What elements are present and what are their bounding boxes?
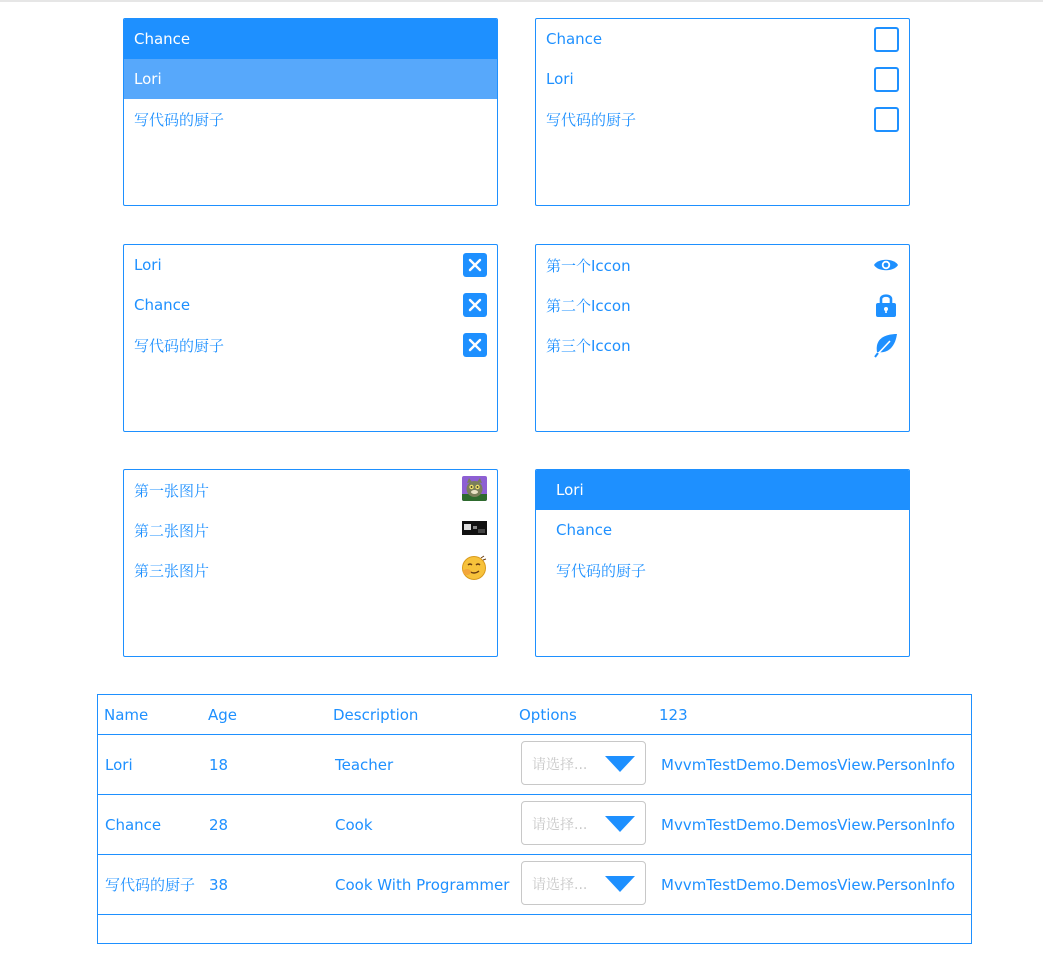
combobox-placeholder: 请选择...: [532, 877, 588, 893]
list-item-label: 第三个Iccon: [546, 336, 631, 355]
list-item-label: 写代码的厨子: [134, 336, 225, 355]
column-header-options[interactable]: Options: [519, 705, 577, 724]
cartoon-cat-avatar-image: [462, 476, 487, 505]
leaf-icon: [873, 332, 899, 358]
column-header-description[interactable]: Description: [333, 705, 419, 724]
list-item-label: 写代码的厨子: [556, 561, 647, 580]
list-item-label: Chance: [556, 521, 613, 539]
list-item-label: Lori: [556, 481, 584, 499]
list-item[interactable]: [124, 99, 497, 139]
list-item[interactable]: [124, 19, 497, 59]
list-item-label: 第一张图片: [134, 481, 210, 500]
column-header-age[interactable]: Age: [208, 705, 238, 724]
column-header-extra[interactable]: 123: [659, 705, 688, 724]
cell-description: Cook With Programmer: [335, 875, 510, 894]
listbox-checkboxes: [535, 18, 910, 206]
list-item[interactable]: [536, 19, 909, 59]
list-item[interactable]: [124, 325, 497, 365]
list-item[interactable]: [124, 245, 497, 285]
cell-extra: MvvmTestDemo.DemosView.PersonInfo: [661, 875, 956, 894]
list-item[interactable]: [536, 59, 909, 99]
list-item[interactable]: [536, 470, 909, 510]
list-item[interactable]: [124, 550, 497, 590]
listbox-selection[interactable]: [123, 18, 498, 206]
list-item[interactable]: [536, 325, 909, 365]
cell-age: 38: [209, 875, 229, 894]
remove-button[interactable]: [463, 293, 487, 317]
list-item-label: 第一个Iccon: [546, 256, 631, 275]
list-item[interactable]: [536, 285, 909, 325]
list-item-label: Chance: [546, 30, 603, 48]
cell-description: Cook: [335, 815, 373, 834]
list-item-label: 写代码的厨子: [546, 110, 637, 129]
list-item[interactable]: [124, 59, 497, 99]
table-row[interactable]: [98, 735, 971, 795]
list-item[interactable]: [536, 99, 909, 139]
table-row[interactable]: [98, 795, 971, 855]
cell-extra: MvvmTestDemo.DemosView.PersonInfo: [661, 755, 956, 774]
options-combobox[interactable]: [521, 861, 646, 905]
list-item-label: 第二张图片: [134, 521, 210, 540]
cell-description: Teacher: [335, 755, 394, 774]
list-item[interactable]: [536, 245, 909, 285]
list-item[interactable]: [124, 285, 497, 325]
data-grid: [97, 694, 972, 944]
checkbox[interactable]: [874, 107, 899, 132]
listbox-removable: [123, 244, 498, 432]
close-icon: [468, 338, 482, 352]
column-header-name[interactable]: Name: [104, 705, 149, 724]
list-item-label: 第三张图片: [134, 561, 210, 580]
list-item[interactable]: [536, 550, 909, 590]
cell-name: 写代码的厨子: [105, 876, 196, 894]
cell-age: 28: [209, 815, 229, 834]
cell-name: Lori: [105, 755, 133, 774]
list-item-label: 第二个Iccon: [546, 296, 631, 315]
remove-button[interactable]: [463, 333, 487, 357]
combobox-placeholder: 请选择...: [532, 817, 588, 833]
remove-button[interactable]: [463, 253, 487, 277]
list-item[interactable]: [124, 510, 497, 550]
dropdown-arrow-icon: [605, 876, 635, 892]
list-item-label: Chance: [134, 30, 191, 48]
table-header-row: [98, 695, 971, 735]
dropdown-arrow-icon: [605, 816, 635, 832]
cell-age: 18: [209, 755, 229, 774]
lock-icon: [873, 292, 899, 318]
list-item[interactable]: [124, 470, 497, 510]
checkbox[interactable]: [874, 27, 899, 52]
eye-icon: [873, 252, 899, 278]
listbox-images: [123, 469, 498, 657]
options-combobox[interactable]: [521, 801, 646, 845]
cell-name: Chance: [105, 815, 162, 834]
list-item-label: Lori: [134, 256, 162, 274]
dropdown-arrow-icon: [605, 756, 635, 772]
listbox-selection-2[interactable]: [535, 469, 910, 657]
options-combobox[interactable]: [521, 741, 646, 785]
list-item[interactable]: [536, 510, 909, 550]
listbox-icons: [535, 244, 910, 432]
close-icon: [468, 298, 482, 312]
top-divider: [0, 0, 1043, 2]
list-item-label: Lori: [546, 70, 574, 88]
list-item-label: Chance: [134, 296, 191, 314]
dark-screenshot-thumbnail-image: [462, 521, 487, 539]
table-row[interactable]: [98, 855, 971, 915]
checkbox[interactable]: [874, 67, 899, 92]
combobox-placeholder: 请选择...: [532, 757, 588, 773]
list-item-label: 写代码的厨子: [134, 110, 225, 129]
list-item-label: Lori: [134, 70, 162, 88]
close-icon: [468, 258, 482, 272]
emoji-face-image: [461, 555, 487, 585]
cell-extra: MvvmTestDemo.DemosView.PersonInfo: [661, 815, 956, 834]
